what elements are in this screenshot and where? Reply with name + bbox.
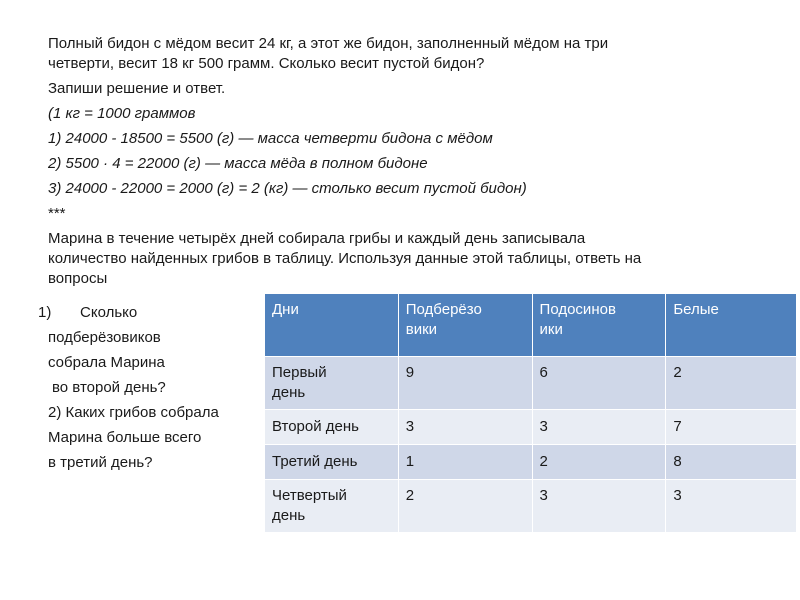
problem2-line3: вопросы — [48, 270, 108, 287]
instruction: Запиши решение и ответ. — [48, 80, 226, 97]
cell-white: 3 — [666, 480, 797, 533]
header-white-text: Белые — [673, 301, 719, 318]
problem1-line1: Полный бидон с мёдом весит 24 кг, а этот же бидон, заполненный мёдом на три — [48, 35, 609, 52]
question-2-line-3: в третий день? — [48, 454, 153, 471]
cell-day-line-1: Четвертый — [272, 487, 347, 504]
cell-white: 8 — [666, 445, 797, 480]
cell-day-line-2: день — [272, 507, 306, 524]
question-2-line-1: 2) Каких грибов собрала — [48, 404, 219, 421]
header-birch — [398, 294, 532, 357]
header-aspen-line-1: Подосинов — [539, 301, 616, 318]
cell-day — [265, 410, 399, 445]
table-row — [265, 357, 797, 410]
cell-aspen: 6 — [532, 357, 666, 410]
solution-note: (1 кг = 1000 граммов — [48, 105, 196, 122]
question-1-line-3: собрала Марина — [48, 354, 165, 371]
cell-day-line-1: Первый — [272, 364, 327, 381]
cell-birch: 9 — [398, 357, 532, 410]
cell-birch: 1 — [398, 445, 532, 480]
question-1-line-4: во второй день? — [52, 379, 166, 396]
table-row — [265, 480, 797, 533]
question-1-text-1: Сколько — [80, 304, 138, 321]
cell-birch: 3 — [398, 410, 532, 445]
cell-day-line-1: Второй день — [272, 418, 359, 435]
cell-aspen: 2 — [532, 445, 666, 480]
cell-aspen: 3 — [532, 480, 666, 533]
cell-white: 2 — [666, 357, 797, 410]
question-1-number: 1) — [38, 304, 52, 321]
problem1-line2: четверти, весит 18 кг 500 грамм. Сколько весит пустой бидон? — [48, 55, 485, 72]
header-aspen-line-2: ики — [539, 321, 563, 338]
mushroom-table — [264, 293, 797, 533]
cell-birch: 2 — [398, 480, 532, 533]
header-white — [666, 294, 797, 357]
question-1-line-2: подберёзовиков — [48, 329, 161, 346]
cell-day-line-2: день — [272, 384, 306, 401]
cell-day-line-1: Третий день — [272, 453, 358, 470]
solution-step-3: 3) 24000 - 22000 = 2000 (г) = 2 (кг) — столько весит пустой бидон) — [48, 180, 527, 197]
problem2-line2: количество найденных грибов в таблицу. Используя данные этой таблицы, ответь на — [48, 250, 642, 267]
header-days — [265, 294, 399, 357]
table-row — [265, 410, 797, 445]
header-birch-line-2: вики — [405, 321, 438, 338]
header-aspen — [532, 294, 666, 357]
problem2-line1: Марина в течение четырёх дней собирала грибы и каждый день записывала — [48, 230, 586, 247]
cell-white: 7 — [666, 410, 797, 445]
table-row — [265, 445, 797, 480]
question-2-line-2: Марина больше всего — [48, 429, 202, 446]
cell-day — [265, 357, 399, 410]
cell-day — [265, 445, 399, 480]
solution-step-1: 1) 24000 - 18500 = 5500 (г) — масса четверти бидона с мёдом — [48, 130, 493, 147]
cell-aspen: 3 — [532, 410, 666, 445]
questions — [36, 300, 266, 475]
header-birch-line-1: Подберёзо — [405, 301, 482, 318]
header-days-text: Дни — [272, 301, 299, 318]
text-block — [48, 34, 748, 289]
solution-step-2: 2) 5500 · 4 = 22000 (г) — масса мёда в полном бидоне — [48, 155, 428, 172]
question-1-line-1 — [36, 300, 266, 325]
separator: *** — [48, 205, 66, 222]
table-header-row — [265, 294, 797, 357]
cell-day — [265, 480, 399, 533]
